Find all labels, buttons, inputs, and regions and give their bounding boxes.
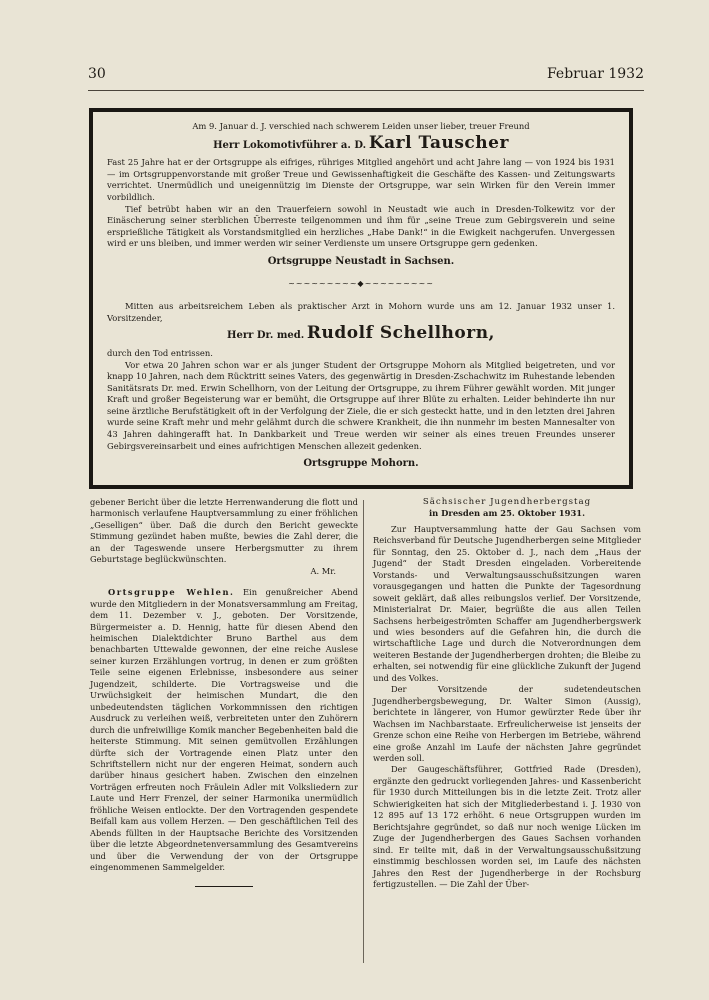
obituary-1-title-prefix: Herr Lokomotivführer a. D. bbox=[213, 139, 367, 151]
obituary-2-name: Rudolf Schellhorn, bbox=[306, 323, 495, 344]
obituary-1-paragraph-2: Tief betrübt haben wir an den Trauerfeiern sowohl in Neustadt wie auch in Dresden-Tolkewitz vor der Einäscherung seiner sterblichen Überreste teilgenommen und ihm für „seine Treue zum Gebirgsverein und seine ersprießliche Tätigkeit als Vorstandsmitglied ein herzliches „Habe Dank!“ in die Ewigkeit nachgerufen. Unvergessen wird er uns bleiben, und immer werden wir seiner Verdienste um unsere Ortsgruppe gern gedenken. bbox=[107, 203, 615, 249]
left-paragraph-2 bbox=[90, 587, 358, 873]
page-number: 30 bbox=[88, 66, 106, 82]
right-paragraph-2: Der Vorsitzende der sudetendeutschen Jugendherbergsbewegung, Dr. Walter Simon (Aussig), berichtete in längerer, von Humor gewürzter Rede über ihr Wachsen im Nachbarstaate. Erfreulicherweise ist jenseits der Grenze schon eine Reihe von Herbergen im Betriebe, während eine große Anzahl im Laufe der nächsten Jahre gegründet werden soll. bbox=[373, 684, 641, 763]
obituary-1-name-line bbox=[107, 132, 615, 153]
obituary-2-title-prefix: Herr Dr. med. bbox=[227, 330, 305, 342]
left-paragraph-2-lead: Ortsgruppe Wehlen. bbox=[108, 587, 235, 598]
right-subheading: in Dresden am 25. Oktober 1931. bbox=[428, 508, 586, 519]
issue-date: Februar 1932 bbox=[546, 66, 644, 82]
left-paragraph-1-author: A. Mr. bbox=[310, 565, 336, 576]
obituary-2-paragraph-1: Vor etwa 20 Jahren schon war er als junger Student der Ortsgruppe Mohorn als Mitglied beigetreten, und vor knapp 10 Jahren, nach dem Rücktritt seines Vaters, des gegenwärtig in Dresden-Zschachwitz im Ruhestande lebenden Sanitätsrats Dr. med. Erwin Schellhorn, von der Leitung der Ortsgruppe, zu ihrem Führer gewählt worden. Mit junger Kraft und großer Begeisterung war er bemüht, die Ortsgruppe auf ihrer Blüte zu erhalten. Leider behinderte ihn nur seine ärztliche Berufstätigkeit oft in der Verfolgung der Ziele, die er sich gesteckt hatte, und in den letzten drei Jahren wurde seine Kraft mehr und mehr gelähmt durch die schwere Krankheit, die ihn nunmehr im besten Mannesalter von 43 Jahren dahingerafft hat. In Dankbarkeit und Treue werden wir seiner als eines treuen Freundes unserer Gebirgsvereinsarbeit und eines aufrichtigen Menschen allezeit gedenken. bbox=[107, 359, 615, 451]
column-divider bbox=[363, 500, 364, 963]
right-paragraph-3: Der Gaugeschäftsführer, Gottfried Rade (Dresden), ergänzte den gedruckt vorliegenden Jahres- und Kassenbericht für 1930 durch Mitteilungen bis in die letzte Zeit. Trotz aller Schwierigkeiten hat sich der Mitgliederbestand i. J. 1930 von 12 895 auf 13 172 erhöht. 6 neue Ortsgruppen wurden im Berichtsjahre gegründet, so daß nur noch wenige Lücken im Zuge der Jugendherbergen des Gaues Sachsen vorhanden sind. Er teilte mit, daß in der Verwaltungsausschußsitzung einstimmig beschlossen worden sei, im Laufe des nächsten Jahres den Rest der Jugendherberge in der Rochsburg fertigzustellen. — Die Zahl der Über- bbox=[373, 764, 641, 889]
right-column bbox=[373, 497, 641, 890]
page-header bbox=[88, 66, 644, 91]
obituary-2-name-line bbox=[107, 323, 615, 344]
ornament-divider: ~~~~~~~~~◆~~~~~~~~~ bbox=[288, 278, 434, 288]
obituary-2-signature: Ortsgruppe Mohorn. bbox=[303, 458, 419, 470]
right-heading: Sächsischer Jugendherbergstag bbox=[422, 497, 592, 507]
right-paragraph-1: Zur Hauptversammlung hatte der Gau Sachsen vom Reichsverband für Deutsche Jugendherbergen seine Mitglieder für Sonntag, den 25. Oktober d. J., nach dem „Haus der Jugend“ der Stadt Dresden eingeladen. Vorbereitende Vorstands- und Verwaltungsausschußsitzungen waren vorausgegangen und hatten die Punkte der Tagesordnung soweit geklärt, daß alles reibungslos verlief. Der Vorsitzende, Ministerialrat Dr. Maier, begrüßte die aus allen Teilen Sachsens herbeigeströmten Schaffer am Jugendherbergswerk und wies besonders auf die Gefahren hin, die durch die wirtschaftliche Lage und durch die Notverordnungen dem weiteren Bestande der Jugendherbergen drohten; die Bleibe zu erhalten, sei notwendig für eine glückliche Zukunft der Jugend und des Volkes. bbox=[373, 523, 641, 683]
obituary-2-lead: durch den Tod entrissen. bbox=[107, 347, 213, 358]
obituary-1-paragraph-1: Fast 25 Jahre hat er der Ortsgruppe als eifriges, rühriges Mitglied angehört und acht Jahre lang — von 1924 bis 1931 — im Ortsgruppenvorstande mit großer Treue und Gewissenhaftigkeit die Geschäfte des Kassen- und Zeitungswarts verrichtet. Unermüdlich und uneigennützig im Dienste der Ortsgruppe, war sein Wirken für den Verein immer vorbildlich. bbox=[107, 157, 615, 202]
left-paragraph-2-text: Ein genußreicher Abend wurde den Mitgliedern in der Monatsversammlung am Freitag, dem 11. Dezember v. J., geboten. Der Vorsitzende, Bürgermeister a. D. Hennig, hatte für diesen Abend den heimischen Dialektdichter Bruno Barthel aus dem benachbarten Uttewalde gewonnen, der eine reiche Auslese seiner kurzen Erzählungen vortrug, in denen er zum größten Teile seine eigenen Erlebnisse, insbesondere aus seiner Jugendzeit, schilderte. Die Vortragsweise und die Urwüchsigkeit der heimischen Mundart, die den unbedeutendsten täglichen Vorkommnissen den richtigen Ausdruck zu verleihen weiß, verbreiteten unter den Zuhörern durch die unfreiwillige Komik mancher Begebenheiten bald die heiterste Stimmung. Mit seinen gemütvollen Erzählungen dürfte sich der Vortragende einen Platz unter den Schriftstellern nicht nur der engeren Heimat, sondern auch darüber hinaus gesichert haben. Zwischen den einzelnen Vorträgen erfreuten noch Fräulein Adler mit Volksliedern zur Laute und Herr Frenzel, der seiner Harmonika unermüdlich fröhliche Weisen entlockte. Der den Vortragenden gespendete Beifall kam aus vollem Herzen. — Den geschäftlichen Teil des Abends füllten in der Hauptsache Berichte des Vorsitzenden über die letzte Abgeordnetenversammlung des Gesamtvereins und über die Verwendung der von der Ortsgruppe eingenommenen Sammelgelder. bbox=[90, 587, 359, 873]
obituary-1-intro: Am 9. Januar d. J. verschied nach schwerem Leiden unser lieber, treuer Freund bbox=[192, 121, 530, 131]
obituary-1-signature: Ortsgruppe Neustadt in Sachsen. bbox=[267, 255, 455, 267]
obituary-2-intro: Mitten aus arbeitsreichem Leben als praktischer Arzt in Mohorn wurde uns am 12. Januar 1932 unser 1. Vorsitzender, bbox=[107, 301, 615, 323]
left-column bbox=[90, 497, 358, 887]
section-end-rule bbox=[195, 886, 253, 887]
obituary-1-name: Karl Tauscher bbox=[368, 132, 509, 153]
left-paragraph-1: gebener Bericht über die letzte Herrenwanderung die flott und harmonisch verlaufene Hauptversammlung zu einer fröhlichen „Geselligen“ über. Daß die durch den Bericht geweckte Stimmung gezündet haben mußte, bewies die Zahl derer, die an der Tageswende unsere Herbergsmutter zu ihrem Geburtstage beglückwünschten. bbox=[90, 497, 358, 565]
obituary-box bbox=[89, 108, 633, 489]
